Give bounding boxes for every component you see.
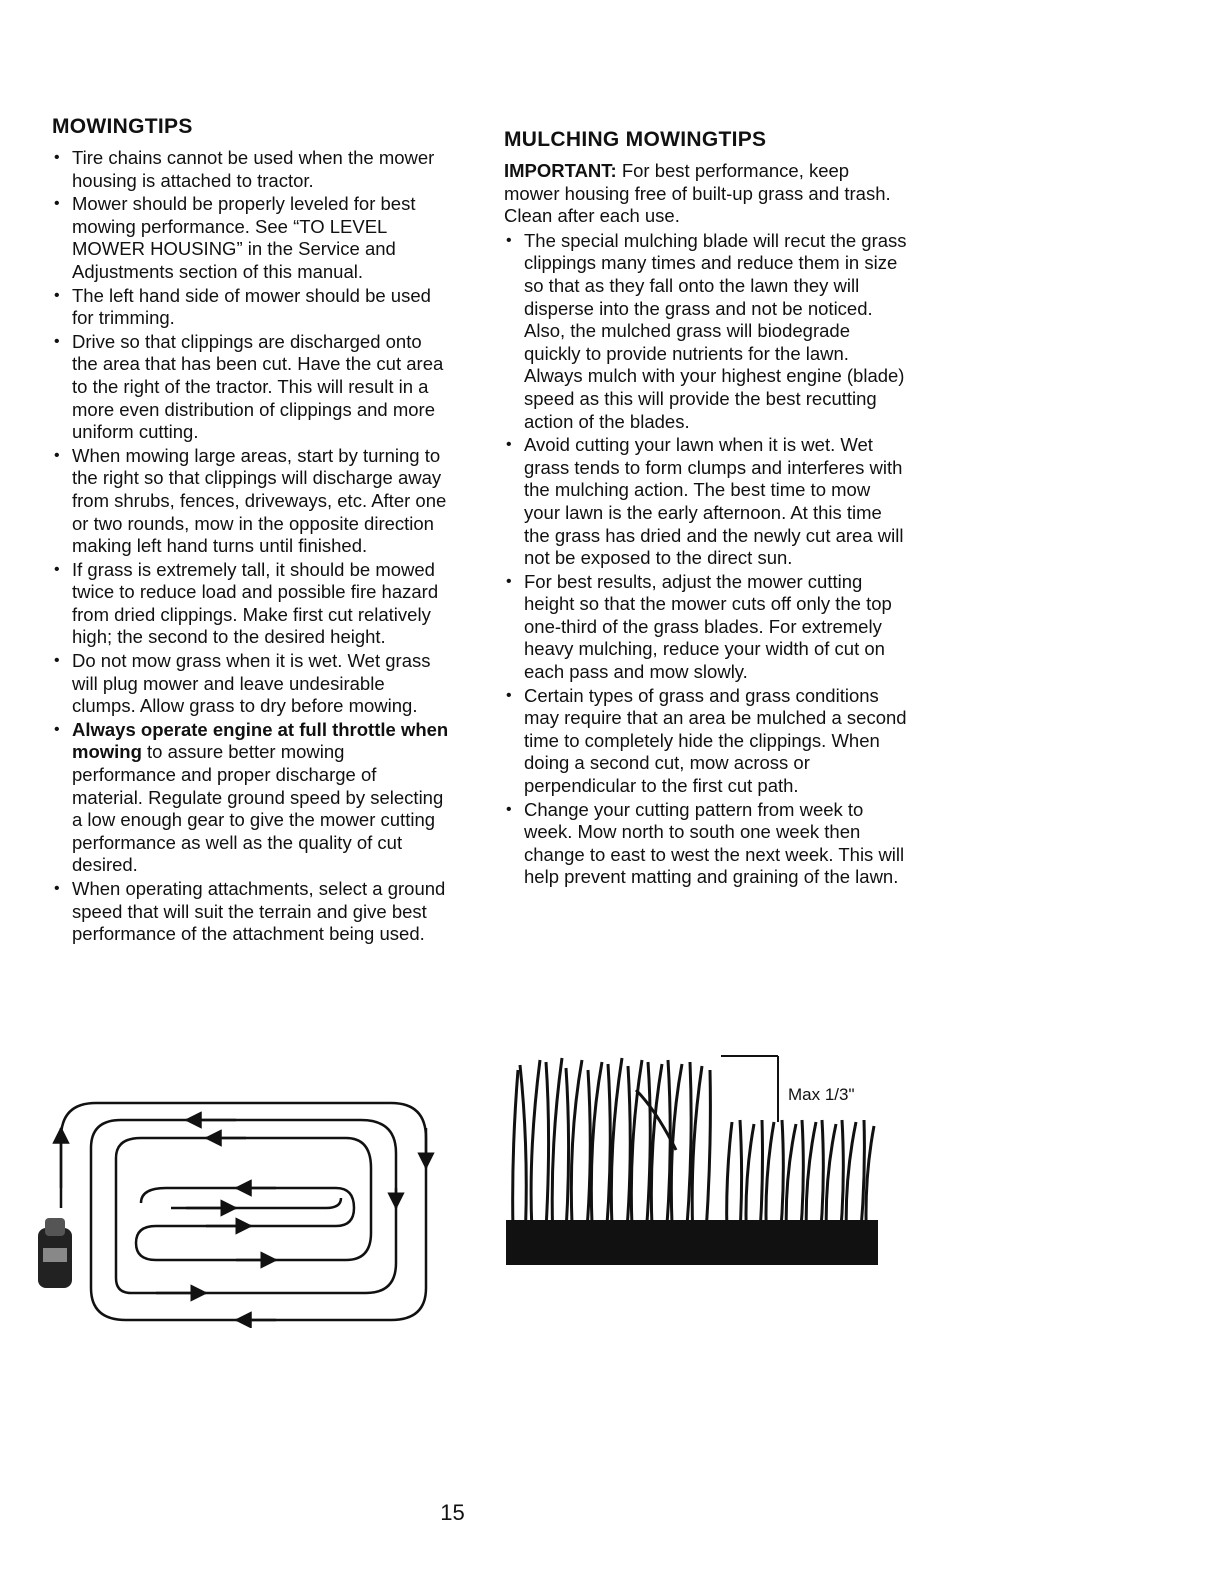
important-note xyxy=(504,160,909,228)
list-item: • The left hand side of mower should be used for trimming. xyxy=(52,285,452,330)
important-text: For best performance, keep mower housing free of built-up grass and trash. Clean after each use. xyxy=(504,160,891,227)
throttle-text: to assure better mowing performance and proper discharge of material. Regulate ground speed by selecting a low enough gear to give the mower cutting performance as well as the quality of cut desired. xyxy=(72,741,444,876)
mowing-tips-list xyxy=(52,147,452,946)
tractor-icon xyxy=(38,1218,72,1288)
grass-base xyxy=(506,1220,878,1265)
list-item: • Certain types of grass and grass conditions may require that an area be mulched a second time to completely hide the clippings. When doing a second cut, mow across or perpendicular to the first cut path. xyxy=(504,685,909,798)
list-item: • The special mulching blade will recut the grass clippings many times and reduce them in size so that as they fall onto the lawn they will disperse into the grass and not be noticed. Also, the mulched grass will biodegrade quickly to provide nutrients for the lawn. Always mulch with your highest engine (blade) speed as this will provide the best recutting action of the blades. xyxy=(504,230,909,433)
list-item: • Tire chains cannot be used when the mower housing is attached to tractor. xyxy=(52,147,452,192)
mulching-tips-list xyxy=(504,230,909,889)
list-item: • When mowing large areas, start by turning to the right so that clippings will discharge away from shrubs, fences, driveways, etc. After one or two rounds, mow in the opposite direction making left hand turns until finished. xyxy=(52,445,452,558)
mowing-tips-section xyxy=(52,115,452,947)
grass-height-figure xyxy=(506,1050,886,1265)
list-item: • For best results, adjust the mower cutting height so that the mower cuts off only the top one-third of the grass blades. For extremely heavy mulching, reduce your width of cut on each pass and mow slowly. xyxy=(504,571,909,684)
list-item: • Do not mow grass when it is wet. Wet grass will plug mower and leave undesirable clumps. Allow grass to dry before mowing. xyxy=(52,650,452,718)
mulching-tips-section xyxy=(504,128,909,890)
list-item xyxy=(52,719,452,877)
mulching-tips-heading: MULCHING MOWINGTIPS xyxy=(504,128,767,151)
max-height-label: Max 1/3" xyxy=(788,1085,855,1104)
mowing-tips-heading: MOWINGTIPS xyxy=(52,115,193,138)
list-item: • Drive so that clippings are discharged onto the area that has been cut. Have the cut area to the right of the tractor. This will result in a more even distribution of clippings and more uniform cutting. xyxy=(52,331,452,444)
list-item: • If grass is extremely tall, it should be mowed twice to reduce load and possible fire hazard from dried clippings. Make first cut relatively high; the second to the desired height. xyxy=(52,559,452,649)
mowing-pattern-diagram xyxy=(36,1098,436,1328)
height-bracket xyxy=(721,1056,778,1122)
throttle-bold-text: Always operate engine at full throttle when mowing xyxy=(72,718,449,763)
list-item: • When operating attachments, select a ground speed that will suit the terrain and give best performance of the attachment being used. xyxy=(52,878,452,946)
list-item: • Avoid cutting your lawn when it is wet. Wet grass tends to form clumps and interferes with the mulching action. The best time to mow your lawn is the early afternoon. At this time the grass has dried and the newly cut area will not be exposed to the direct sun. xyxy=(504,434,909,570)
list-item: • Change your cutting pattern from week to week. Mow north to south one week then change to east to west the next week. This will help prevent matting and graining of the lawn. xyxy=(504,799,909,889)
page-number: 15 xyxy=(440,1500,465,1525)
important-label: IMPORTANT: xyxy=(504,160,617,181)
list-item: • Mower should be properly leveled for best mowing performance. See “TO LEVEL MOWER HOUSING” in the Service and Adjustments section of this manual. xyxy=(52,193,452,283)
